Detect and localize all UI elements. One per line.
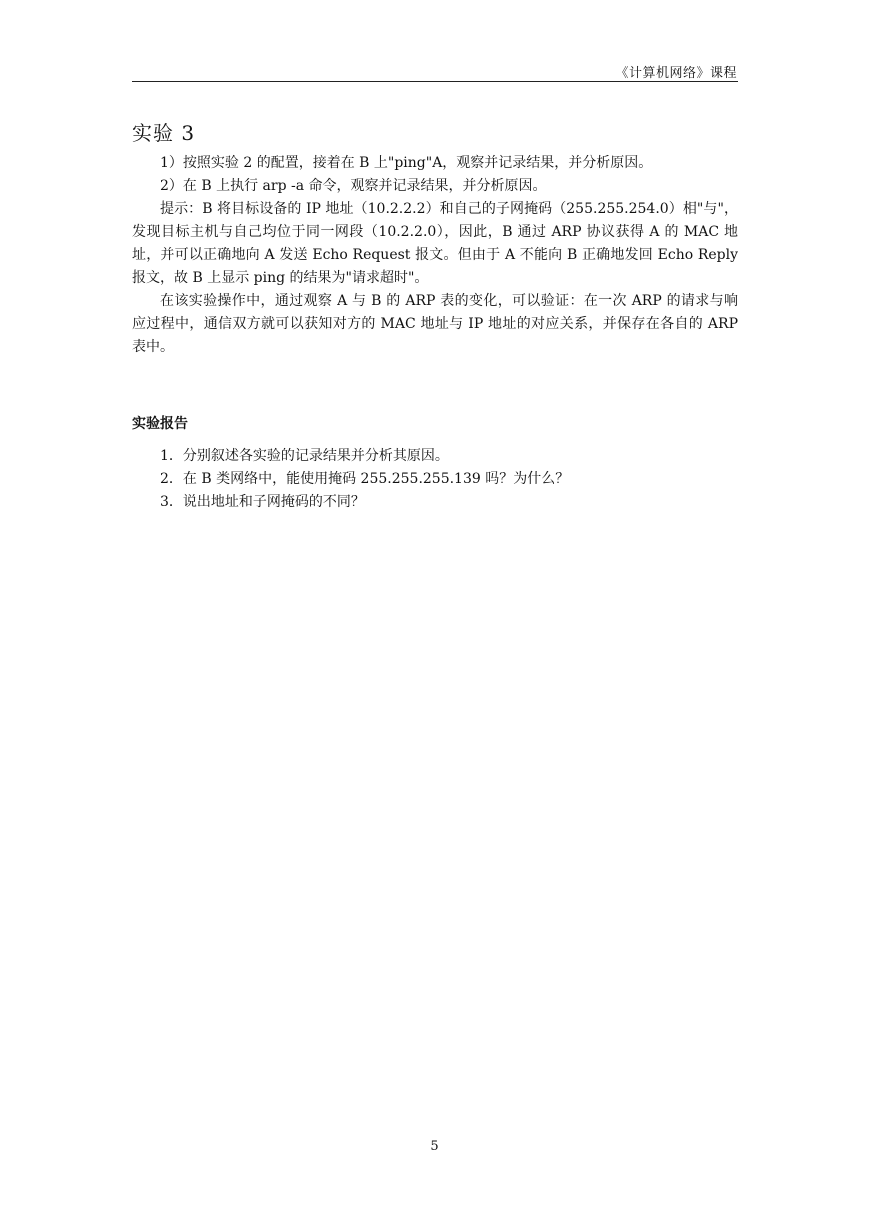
report-question-2: 2．在 B 类网络中，能使用掩码 255.255.255.139 吗？为什么？ [160, 471, 570, 487]
step-2-paragraph: 2）在 B 上执行 arp -a 命令，观察并记录结果，并分析原因。 [160, 178, 547, 194]
hint-paragraph: 提示：B 将目标设备的 IP 地址（10.2.2.2）和自己的子网掩码（255.255.254.0）相"与"，发现目标主机与自己均位于同一网段（10.2.2.0），因此，B 通过 ARP 协议获得 A 的 MAC 地址，并可以正确地向 A 发送 Echo Request 报文。但由于 A 不能向 B 正确地发回 Echo Reply 报文，故 B 上显示 ping 的结果为"请求超时"。 [132, 201, 738, 286]
running-header: 《计算机网络》课程 [615, 66, 737, 81]
report-question-list [160, 445, 738, 514]
section-title: 实验 3 [132, 121, 196, 145]
step-1-paragraph: 1）按照实验 2 的配置，接着在 B 上"ping"A，观察并记录结果，并分析原因。 [160, 155, 653, 171]
report-title: 实验报告 [132, 416, 188, 432]
report-question-3: 3．说出地址和子网掩码的不同？ [160, 494, 365, 510]
conclusion-paragraph: 在该实验操作中，通过观察 A 与 B 的 ARP 表的变化，可以验证：在一次 ARP 的请求与响应过程中，通信双方就可以获知对方的 MAC 地址与 IP 地址的对应关系，并保存在各自的 ARP 表中。 [132, 293, 738, 355]
header-rule [132, 81, 738, 82]
page-number: 5 [430, 1139, 439, 1154]
report-question-1: 1．分别叙述各实验的记录结果并分析其原因。 [160, 448, 449, 464]
section-body [132, 152, 738, 359]
